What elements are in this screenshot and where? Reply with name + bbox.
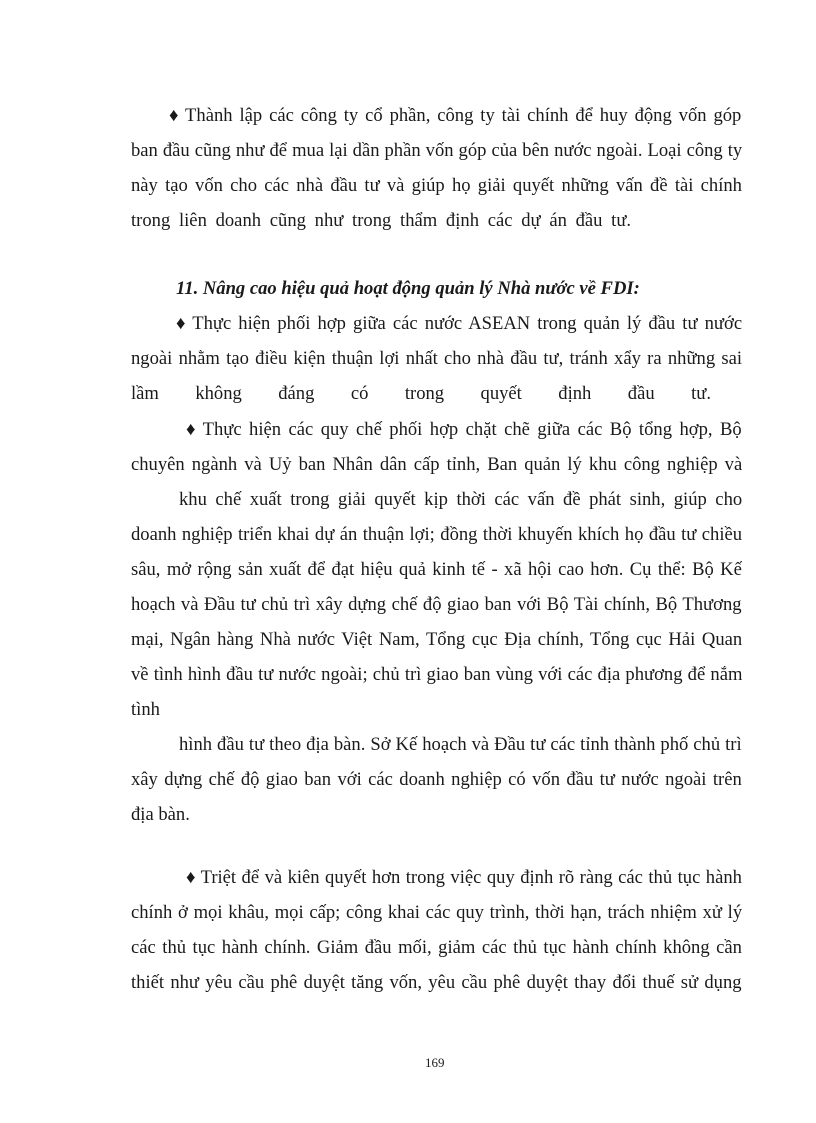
paragraph-3-line-1: ♦ Thực hiện các quy chế phối hợp chặt chẽ giữa các Bộ tổng hợp, Bộ [186, 419, 742, 440]
paragraph-3-line-7: mại, Ngân hàng Nhà nước Việt Nam, Tổng cục Địa chính, Tổng cục Hải Quan [131, 629, 742, 650]
paragraph-4-line-4: thiết như yêu cầu phê duyệt tăng vốn, yêu cầu phê duyệt thay đổi thuế sử dụng [131, 972, 742, 993]
word: đáng [278, 383, 315, 404]
word: lầm [131, 383, 159, 404]
paragraph-4-line-3: các thủ tục hành chính. Giảm đầu mối, giảm các thủ tục hành chính không cần [131, 937, 742, 958]
word: tư. [691, 383, 711, 404]
paragraph-2-line-3 [131, 382, 711, 406]
paragraph-1-line-4: trong liên doanh cũng như trong thẩm định các dự án đầu tư. [131, 210, 631, 231]
paragraph-3-line-2: chuyên ngành và Uỷ ban Nhân dân cấp tỉnh, Ban quản lý khu công nghiệp và [131, 454, 742, 475]
paragraph-3-line-8: về tình hình đầu tư nước ngoài; chủ trì giao ban vùng với các địa phương để nắm [131, 664, 742, 685]
paragraph-3-line-6: hoạch và Đầu tư chủ trì xây dựng chế độ giao ban với Bộ Tài chính, Bộ Thương [131, 594, 742, 615]
paragraph-3-line-10: hình đầu tư theo địa bàn. Sở Kế hoạch và Đầu tư các tỉnh thành phố chủ trì [179, 734, 742, 755]
word: có [350, 383, 369, 404]
paragraph-1-line-2: ban đầu cũng như để mua lại dần phần vốn góp của bên nước ngoài. Loại công ty [131, 140, 742, 161]
paragraph-2-line-2: ngoài nhằm tạo điều kiện thuận lợi nhất cho nhà đầu tư, tránh xẩy ra những sai [131, 348, 742, 369]
paragraph-2-line-1: ♦ Thực hiện phối hợp giữa các nước ASEAN trong quản lý đầu tư nước [176, 313, 742, 334]
paragraph-3-line-5: sâu, mở rộng sản xuất để đạt hiệu quả kinh tế - xã hội cao hơn. Cụ thể: Bộ Kế [131, 559, 742, 580]
paragraph-1-line-1: ♦ Thành lập các công ty cổ phần, công ty tài chính để huy động vốn góp [169, 105, 741, 126]
paragraph-4-line-1: ♦ Triệt để và kiên quyết hơn trong việc quy định rõ ràng các thủ tục hành [186, 867, 742, 888]
paragraph-4-line-2: chính ở mọi khâu, mọi cấp; công khai các quy trình, thời hạn, trách nhiệm xử lý [131, 902, 742, 923]
section-heading: 11. Nâng cao hiệu quả hoạt động quản lý Nhà nước về FDI: [176, 278, 640, 299]
paragraph-3-line-12: địa bàn. [131, 804, 190, 825]
paragraph-3-line-4: doanh nghiệp triển khai dự án thuận lợi; đồng thời khuyến khích họ đầu tư chiều [131, 524, 742, 545]
word: trong [404, 383, 445, 404]
word: định [558, 383, 592, 404]
word: đầu [627, 383, 655, 404]
word: quyết [480, 383, 522, 404]
paragraph-3-line-11: xây dựng chế độ giao ban với các doanh nghiệp có vốn đầu tư nước ngoài trên [131, 769, 742, 790]
page-number: 169 [425, 1055, 445, 1070]
paragraph-3-line-9: tình [131, 699, 160, 720]
paragraph-1-line-3: này tạo vốn cho các nhà đầu tư và giúp họ giải quyết những vấn đề tài chính [131, 175, 742, 196]
word: không [195, 383, 242, 404]
paragraph-3-line-3: khu chế xuất trong giải quyết kịp thời các vấn đề phát sinh, giúp cho [179, 489, 742, 510]
